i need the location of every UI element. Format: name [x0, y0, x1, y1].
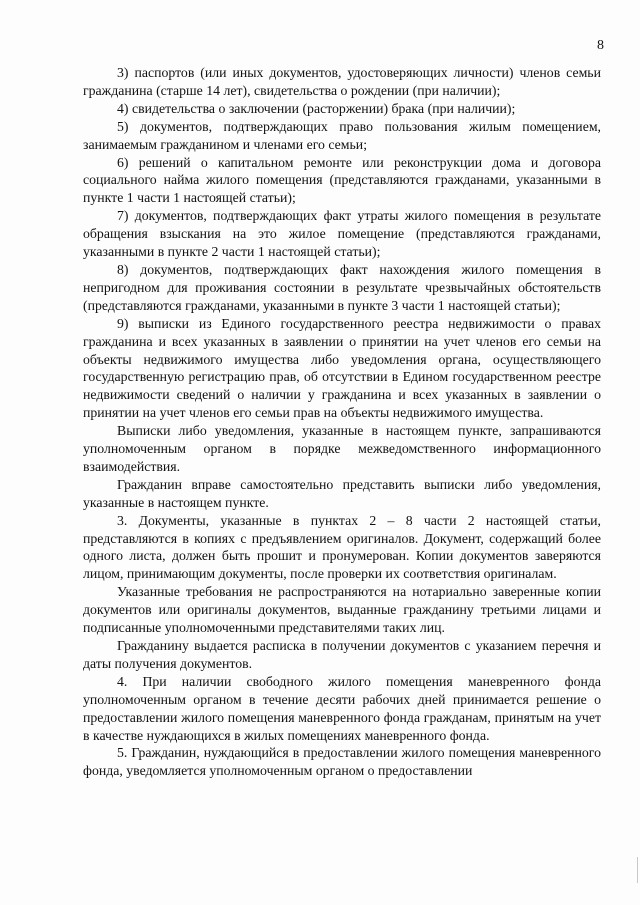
paragraph-item-4: 4) свидетельства о заключении (расторжении) брака (при наличии);	[117, 100, 516, 116]
paragraph-self-submission: Гражданин вправе самостоятельно представить выписки либо уведомления, указанные в настоящем пункте.	[83, 476, 601, 510]
paragraph-item-3: 3) паспортов (или иных документов, удостоверяющих личности) членов семьи гражданина (старше 14 лет), свидетельства о рождении (при наличии);	[83, 65, 601, 98]
paragraph-clause-5: 5. Гражданин, нуждающийся в предоставлении жилого помещения маневренного фонда, уведомляется уполномоченным органом о предоставлении	[83, 745, 601, 779]
paragraph-clause-3: 3. Документы, указанные в пунктах 2 – 8 части 2 настоящей статьи, представляются в копиях с предъявлением оригиналов. Документ, содержащий более одного листа, должен быть прошит и пронумерован. Копии документов заверяются лицом, принимающим документы, после проверки их соответствия оригиналам.	[83, 512, 601, 582]
paragraph-item-8: 8) документов, подтверждающих факт нахождения жилого помещения в непригодном для проживания состоянии в результате чрезвычайных обстоятельств (представляются гражданами, указанными в пункте 3 части 1 настоящей статьи);	[83, 261, 601, 313]
paragraph-receipt: Гражданину выдается расписка в получении документов с указанием перечня и даты получения документов.	[83, 638, 601, 671]
paragraph-extracts-request: Выписки либо уведомления, указанные в настоящем пункте, запрашиваются уполномоченным органом в порядке межведомственного информационного взаимодействия.	[83, 423, 601, 474]
paragraph-notarized-exception: Указанные требования не распространяются на нотариально заверенные копии документов или оригиналы документов, выданные гражданину третьими лицами и подписанные уполномоченными представителями таких лиц.	[83, 584, 601, 636]
page-number: 8	[597, 38, 604, 53]
paragraph-item-6: 6) решений о капитальном ремонте или реконструкции дома и договора социального найма жилого помещения (представляются гражданами, указанными в пункте 1 части 1 настоящей статьи);	[83, 154, 601, 206]
document-text	[83, 64, 601, 780]
paragraph-item-5: 5) документов, подтверждающих право пользования жилым помещением, занимаемым гражданином и членами его семьи;	[83, 118, 601, 152]
paragraph-item-7: 7) документов, подтверждающих факт утраты жилого помещения в результате обращения взыскания на это жилое помещение (представляются гражданами, указанными в пункте 2 части 1 настоящей статьи);	[83, 208, 601, 260]
paragraph-clause-4: 4. При наличии свободного жилого помещения маневренного фонда уполномоченным органом в течение десяти рабочих дней принимается решение о предоставлении жилого помещения маневренного фонда гражданам, принятым на учет в качестве нуждающихся в жилых помещениях маневренного фонда.	[83, 673, 601, 743]
scan-edge-mark	[637, 857, 638, 883]
paragraph-item-9: 9) выписки из Единого государственного реестра недвижимости о правах гражданина и всех указанных в заявлении о принятии на учет членов его семьи на объекты недвижимого имущества либо уведомления органа, осуществляющего государственную регистрацию прав, об отсутствии в Едином государственном реестре недвижимости сведений о наличии у гражданина и всех указанных в заявлении о принятии на учет членов его семьи прав на объекты недвижимого имущества.	[83, 315, 601, 421]
